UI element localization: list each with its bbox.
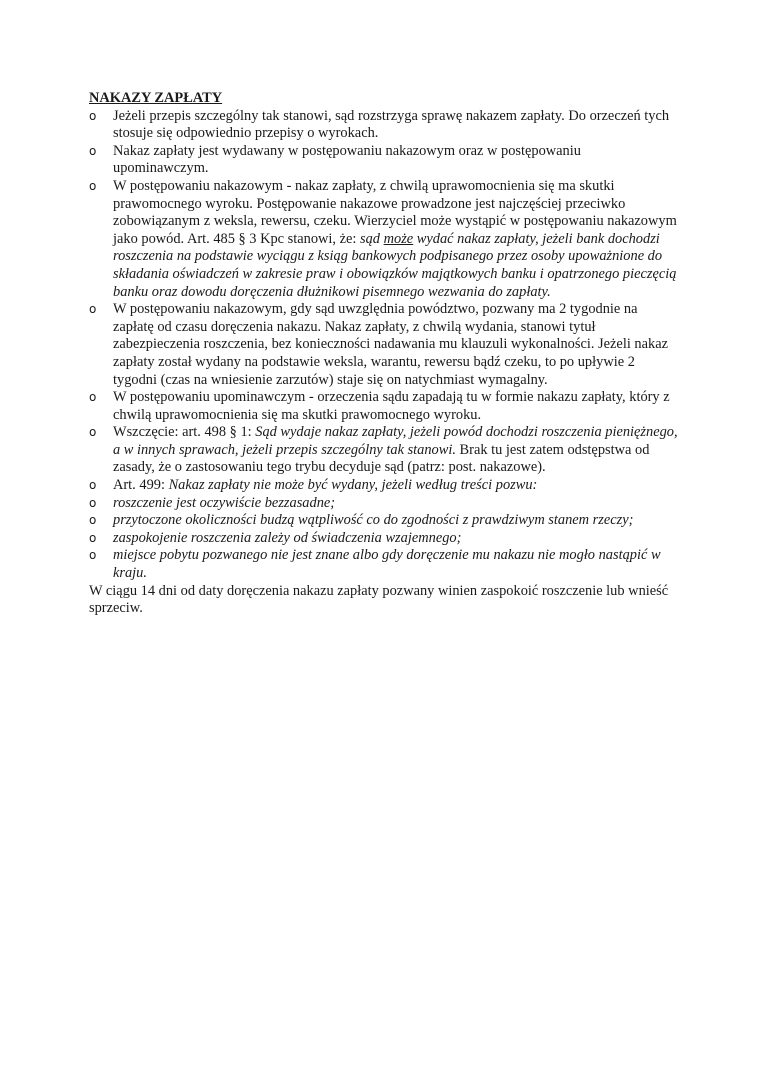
item-quote: wydać nakaz zapłaty, jeżeli bank dochodzi roszczenia na podstawie wyciągu z ksiąg bankowych podpisanego przez osoby upoważnione do składania oświadczeń w zakresie praw i obowiązków majątkowych banku i opatrzonego pieczęcią banku oraz dowodu doręczenia dłużnikowi pisemnego wezwania do zapłaty. [113,230,677,300]
item-text: Art. 499: [113,477,169,494]
document-title: NAKAZY ZAPŁATY [89,90,223,106]
item-quote-emphasis: może [383,230,414,247]
list-item [89,530,679,548]
item-quote: roszczenie jest oczywiście bezzasadne; [113,494,336,511]
list-item [89,495,679,513]
list-item [89,108,679,143]
bullet-icon: o [89,548,97,563]
item-quote: Nakaz zapłaty nie może być wydany, jeżeli według treści pozwu: [168,477,538,494]
bullet-icon: o [89,143,97,158]
bullet-icon: o [89,495,97,510]
item-quote: zaspokojenie roszczenia zależy od świadczenia wzajemnego; [113,529,462,546]
list-item [89,477,679,495]
list-item [89,389,679,424]
bullet-icon: o [89,425,97,440]
item-quote: miejsce pobytu pozwanego nie jest znane albo gdy doręczenie mu nakazu nie mogło nastąpić w kraju. [113,547,661,582]
list-item [89,424,679,477]
item-text: Wszczęcie: art. 498 § 1: [113,424,256,441]
item-text: Jeżeli przepis szczególny tak stanowi, sąd rozstrzyga sprawę nakazem zapłaty. Do orzeczeń tych stosuje się odpowiednio przepisy o wyrokach. [113,107,670,142]
list-item [89,301,679,389]
bullet-icon: o [89,513,97,528]
item-text: W postępowaniu nakazowym - nakaz zapłaty, z chwilą uprawomocnienia się ma skutki prawomocnego wyroku. Postępowanie nakazowe prowadzone jest najczęściej przeciwko zobowiązanym z weksla, rewersu, czeku. Wierzyciel może wystąpić w postępowaniu nakazowym jako powód. Art. 485 § 3 Kpc stanowi, że: [113,177,677,247]
item-quote: sąd [360,230,384,247]
item-text: Brak tu jest zatem odstępstwa od zasady, że o zastosowaniu tego trybu decyduje sąd (patrz: post. nakazowe). [113,441,650,476]
bullet-list [89,108,679,583]
item-quote: Sąd wydaje nakaz zapłaty, jeżeli powód dochodzi roszczenia pieniężnego, a w innych sprawach, jeżeli przepis szczególny tak stanowi. [113,424,678,458]
bullet-icon: o [89,390,97,405]
closing-paragraph: W ciągu 14 dni od daty doręczenia nakazu zapłaty pozwany winien zaspokoić roszczenie lub wnieść sprzeciw. [89,582,669,617]
list-item [89,547,679,582]
list-item [89,143,679,178]
document-body [89,90,679,618]
item-text: Nakaz zapłaty jest wydawany w postępowaniu nakazowym oraz w postępowaniu upominawczym. [113,142,581,177]
bullet-icon: o [89,108,97,123]
list-item [89,512,679,530]
item-text: W postępowaniu nakazowym, gdy sąd uwzględnia powództwo, pozwany ma 2 tygodnie na zapłatę od czasu doręczenia nakazu. Nakaz zapłaty, z chwilą wydania, stanowi tytuł zabezpieczenia roszczenia, bez konieczności nadawania mu klauzuli wykonalności. Jeżeli nakaz zapłaty został wydany na podstawie weksla, warantu, rewersu bądź czeku, to po upływie 2 tygodni (czas na wniesienie zarzutów) staje się on natychmiast wymagalny. [113,301,668,388]
bullet-icon: o [89,302,97,317]
bullet-icon: o [89,530,97,545]
item-text: W postępowaniu upominawczym - orzeczenia sądu zapadają tu w formie nakazu zapłaty, który z chwilą uprawomocnienia się ma skutki prawomocnego wyroku. [113,389,670,423]
bullet-icon: o [89,178,97,193]
item-quote: przytoczone okoliczności budzą wątpliwość co do zgodności z prawdziwym stanem rzeczy; [113,512,634,529]
bullet-icon: o [89,478,97,493]
list-item [89,178,679,301]
